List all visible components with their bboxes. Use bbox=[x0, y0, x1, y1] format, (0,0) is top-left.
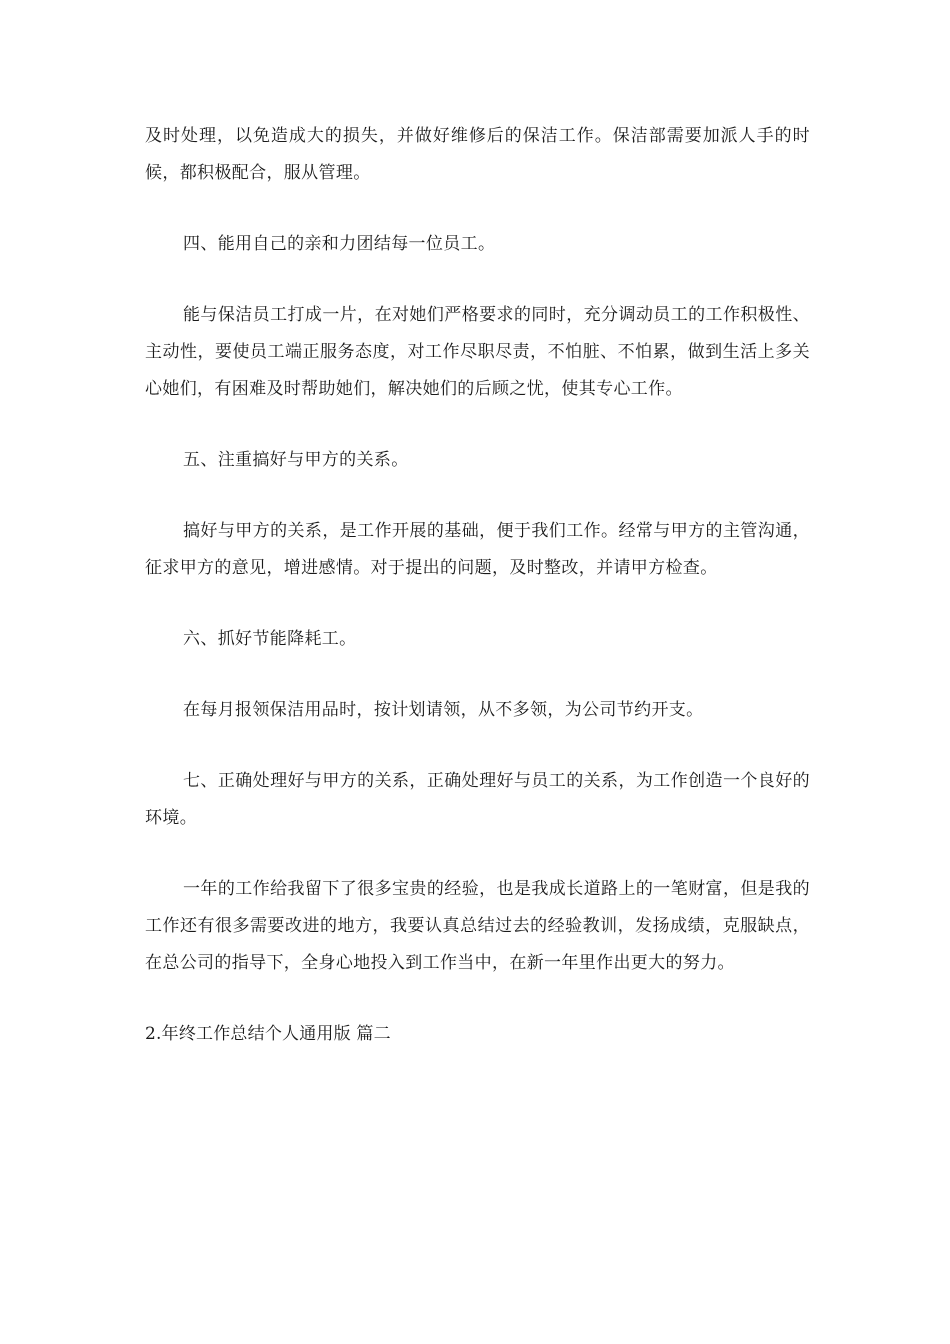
document-page bbox=[145, 118, 810, 1053]
section-heading-six: 六、抓好节能降耗工。 bbox=[183, 629, 357, 649]
paragraph-conclusion: 一年的工作给我留下了很多宝贵的经验，也是我成长道路上的一笔财富，但是我的工作还有很多需要改进的地方，我要认真总结过去的经验教训，发扬成绩，克服缺点，在总公司的指导下，全身心地投入到工作当中，在新一年里作出更大的努力。 bbox=[145, 879, 810, 973]
section-heading-five: 五、注重搞好与甲方的关系。 bbox=[183, 450, 409, 470]
section-heading-seven: 七、正确处理好与甲方的关系，正确处理好与员工的关系，为工作创造一个良好的环境。 bbox=[145, 771, 810, 828]
article-two-heading: 2.年终工作总结个人通用版 篇二 bbox=[145, 1024, 391, 1044]
paragraph-continuation: 及时处理，以免造成大的损失，并做好维修后的保洁工作。保洁部需要加派人手的时候，都积极配合，服从管理。 bbox=[145, 126, 810, 183]
paragraph-four-body: 能与保洁员工打成一片，在对她们严格要求的同时，充分调动员工的工作积极性、主动性，要使员工端正服务态度，对工作尽职尽责，不怕脏、不怕累，做到生活上多关心她们，有困难及时帮助她们，解决她们的后顾之忧，使其专心工作。 bbox=[145, 305, 810, 399]
paragraph-five-body: 搞好与甲方的关系，是工作开展的基础，便于我们工作。经常与甲方的主管沟通，征求甲方的意见，增进感情。对于提出的问题，及时整改，并请甲方检查。 bbox=[145, 521, 810, 578]
section-heading-four: 四、能用自己的亲和力团结每一位员工。 bbox=[183, 234, 496, 254]
paragraph-six-body: 在每月报领保洁用品时，按计划请领，从不多领，为公司节约开支。 bbox=[183, 700, 704, 720]
